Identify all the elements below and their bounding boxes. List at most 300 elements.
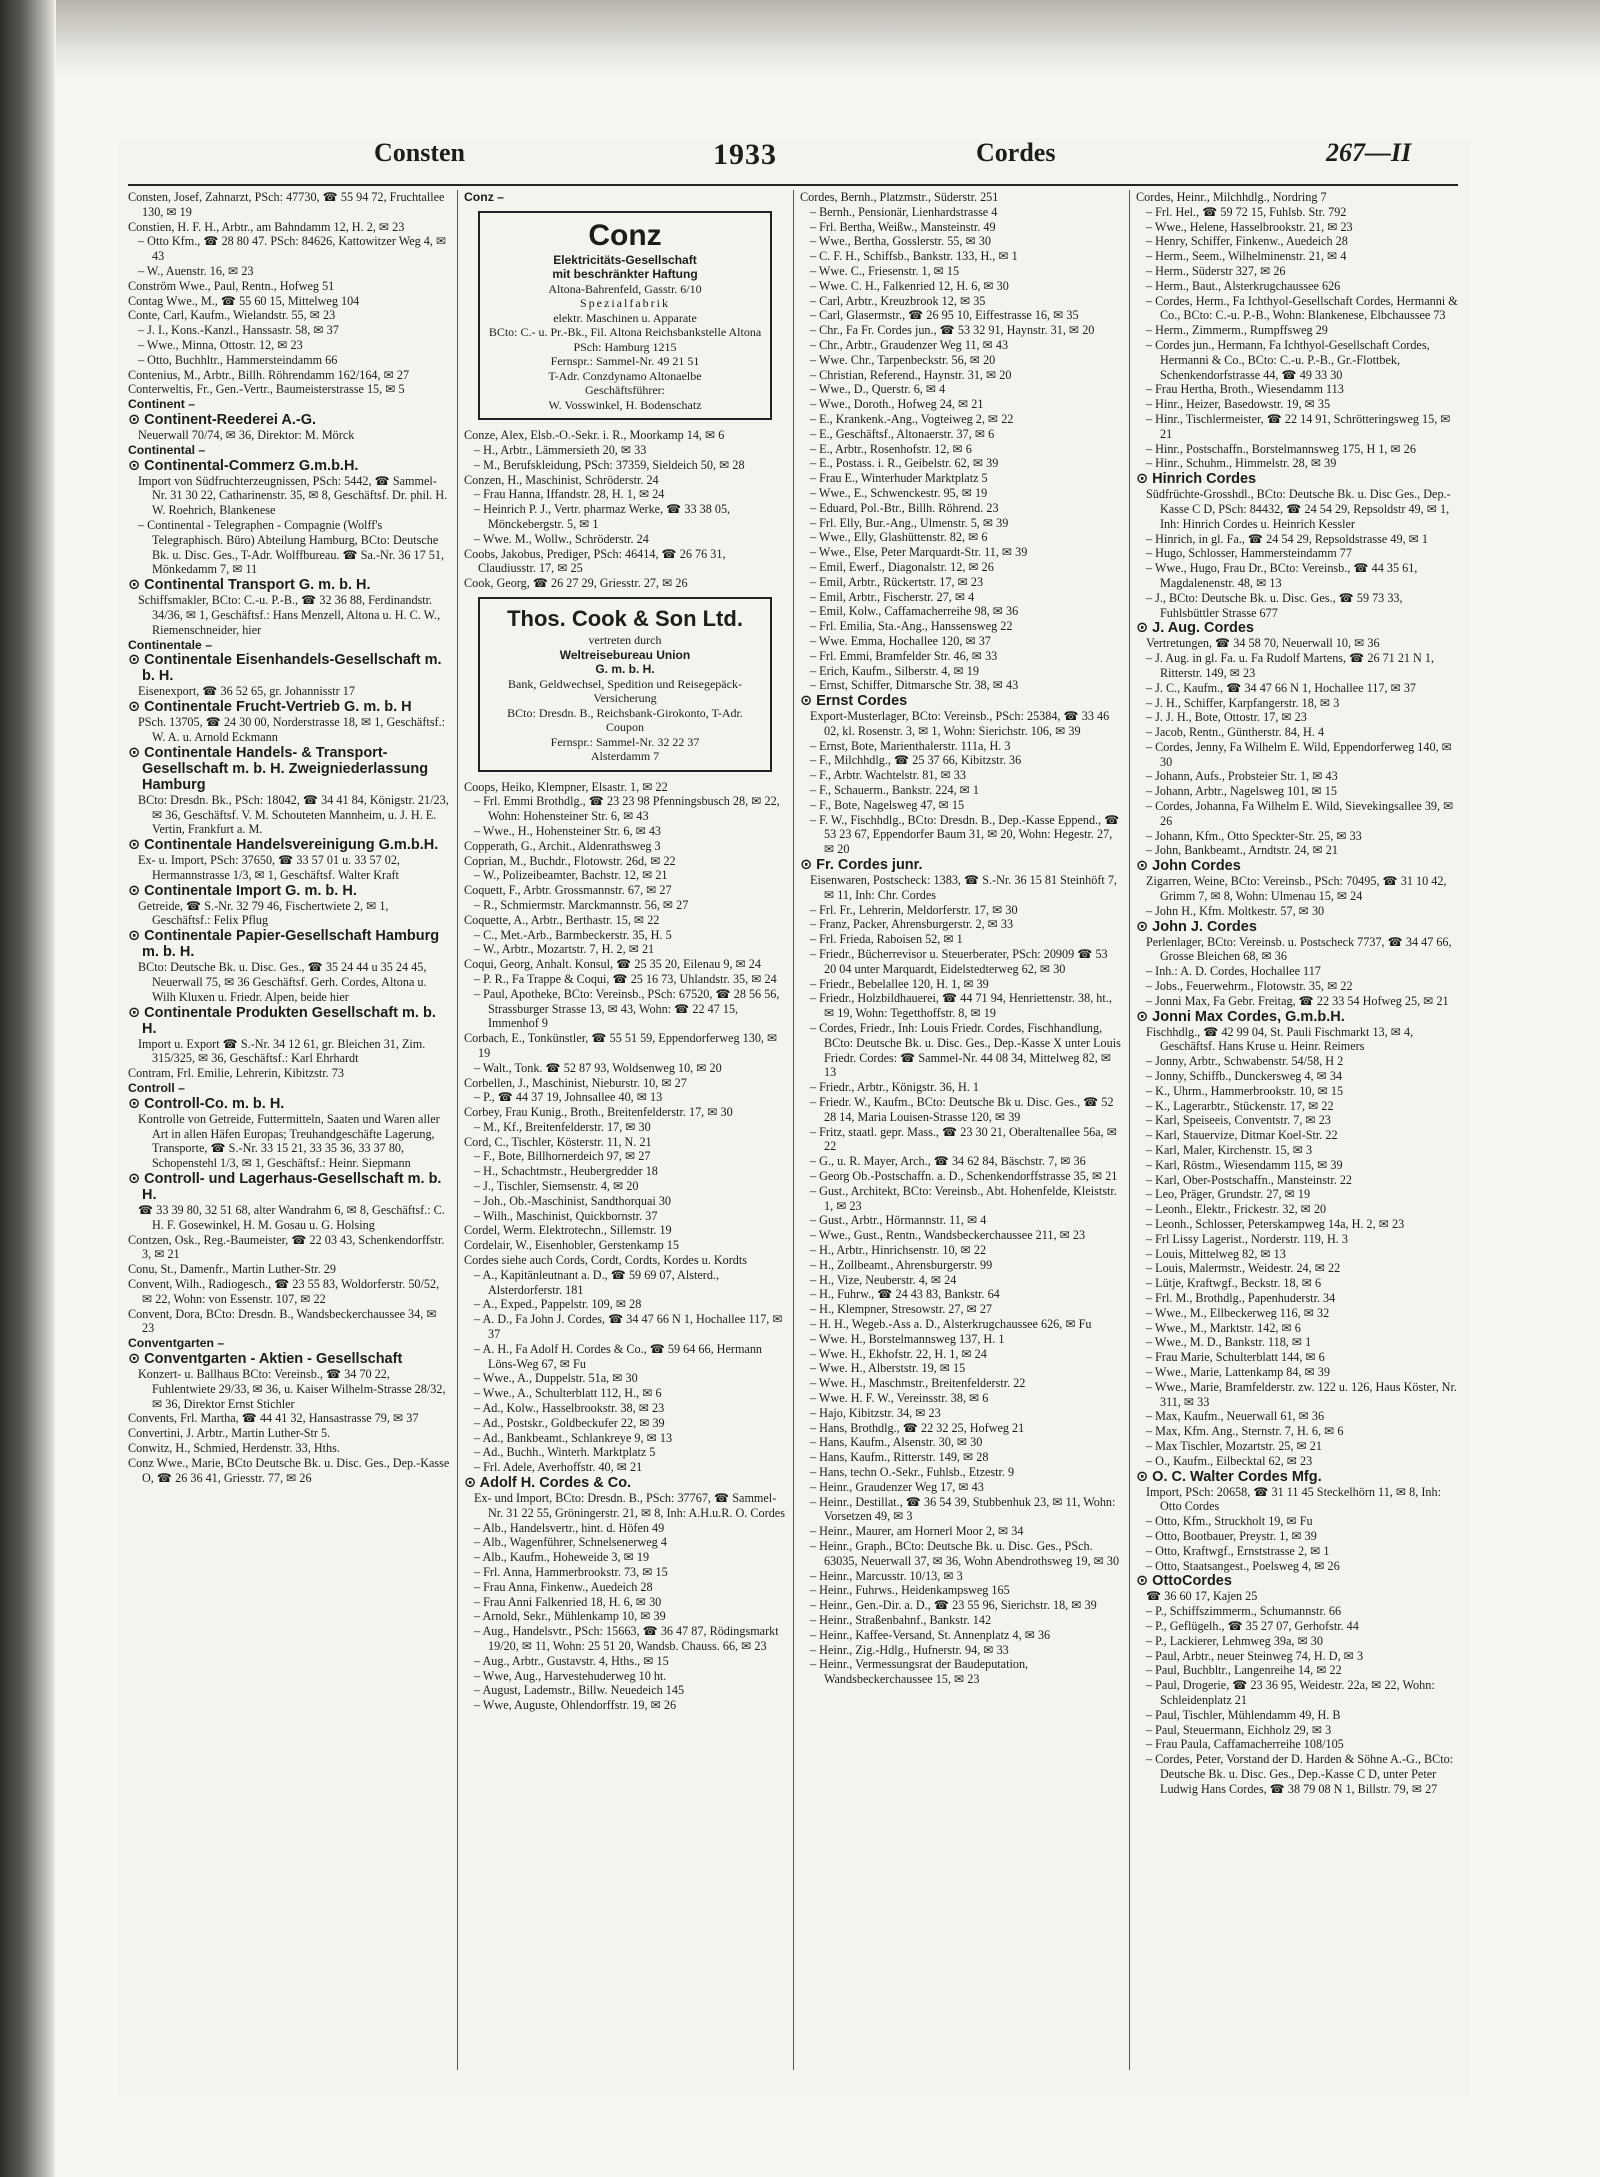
directory-entry: – Frl. Hel., ☎ 59 72 15, Fuhlsb. Str. 792 [1146, 204, 1347, 219]
directory-entry: – F., Arbtr. Wachtelstr. 81, ✉ 33 [810, 768, 966, 783]
firm-entry: ⊙ Continental Transport G. m. b. H. [128, 577, 371, 594]
directory-entry: – Hans, Brothdlg., ☎ 22 32 25, Hofweg 21 [810, 1420, 1025, 1435]
directory-entry: Convent, Wilh., Radiogesch., ☎ 23 55 83, Woldorferstr. 50/52, ✉ 22, Wohn: von Essenstr. 107, ✉ 22 [128, 1277, 440, 1306]
firm-entry: ⊙ OttoCordes [1136, 1573, 1232, 1590]
directory-entry: – Chr., Fa Fr. Cordes jun., ☎ 53 32 91, Haynstr. 31, ✉ 20 [810, 323, 1095, 338]
directory-entry: – Cordes, Johanna, Fa Wilhelm E. Wild, Sievekingsallee 39, ✉ 26 [1146, 799, 1454, 828]
directory-entry: – Wwe., Elly, Glashüttenstr. 82, ✉ 6 [810, 530, 988, 545]
directory-entry: Conwitz, H., Schmied, Herdenstr. 33, Hths. [128, 1441, 340, 1455]
directory-entry: – H., Fuhrw., ☎ 24 43 83, Bankstr. 64 [810, 1287, 1000, 1302]
ad-line: Weltreisebureau Union [559, 647, 691, 662]
directory-entry: – Cordes, Peter, Vorstand der D. Harden & Söhne A.-G., BCto: Deutsche Bk. u. Disc. Ges., Dep.-Kasse C D, unter Peter Ludwig Hans Cordes, ☎ 38 79 08 N 1, Billstr. 79, ✉ 27 [1146, 1752, 1454, 1796]
firm-entry: ⊙ Ernst Cordes [800, 693, 908, 710]
ad-line: Spezialfabrik [580, 296, 670, 311]
firm-entry: ⊙ Continent-Reederei A.-G. [128, 411, 317, 428]
directory-entry: – Frl Lissy Lagerist., Norderstr. 119, H. 3 [1146, 1231, 1348, 1246]
firm-entry: ⊙ Continentale Handelsvereinigung G.m.b.H. [128, 837, 439, 854]
directory-entry: – August, Lademstr., Billw. Neuedeich 145 [474, 1683, 685, 1698]
directory-entry: – H., Arbtr., Hinrichsenstr. 10, ✉ 22 [810, 1242, 987, 1257]
ad-title: Thos. Cook & Son Ltd. [507, 606, 743, 632]
directory-entry: – Wwe. H. F. W., Vereinsstr. 38, ✉ 6 [810, 1390, 989, 1405]
directory-entry: – Hinr., Heizer, Basedowstr. 19, ✉ 35 [1146, 397, 1331, 412]
directory-entry: – Hinr., Tischlermeister, ☎ 22 14 91, Schrötteringsweg 15, ✉ 21 [1146, 411, 1451, 441]
directory-entry: – Wwe., H., Hohensteiner Str. 6, ✉ 43 [474, 823, 662, 838]
ad-line: BCto: C.- u. Pr.-Bk., Fil. Altona Reichsbankstelle Altona [488, 325, 762, 340]
directory-entry: – Frl. Emilia, Sta.-Ang., Hanssensweg 22 [810, 619, 1013, 634]
directory-entry: – Karl, Stauervize, Ditmar Koel-Str. 22 [1146, 1128, 1338, 1143]
directory-entry: – Wilh., Maschinist, Quickbornstr. 37 [474, 1208, 658, 1223]
directory-entry: – Jonni Max, Fa Gebr. Freitag, ☎ 22 33 54 Hofweg 25, ✉ 21 [1146, 993, 1449, 1008]
directory-entry: – Emil, Arbtr., Rückertstr. 17, ✉ 23 [810, 574, 984, 589]
directory-entry: – Wwe., M. D., Bankstr. 118, ✉ 1 [1146, 1335, 1312, 1350]
directory-entry: – M., Kf., Breitenfelderstr. 17, ✉ 30 [474, 1119, 651, 1134]
directory-entry: Coobs, Jakobus, Prediger, PSch: 46414, ☎ 26 76 31, Claudiusstr. 17, ✉ 25 [464, 546, 726, 576]
directory-entry: – Paul, Buchbltr., Langenreihe 14, ✉ 22 [1146, 1663, 1342, 1678]
firm-entry: ⊙ Controll-Co. m. b. H. [128, 1095, 285, 1112]
directory-entry: Neuerwall 70/74, ✉ 36, Direktor: M. Mörck [138, 427, 355, 442]
directory-entry: – Wwe., Marie, Bramfelderstr. zw. 122 u. 126, Haus Köster, Nr. 311, ✉ 33 [1146, 1379, 1457, 1409]
advertisement-thos-cook [478, 597, 772, 772]
directory-entry: – Aug., Handelsvtr., PSch: 15663, ☎ 36 47 87, Rödingsmarkt 19/20, ✉ 11, Wohn: 25 51 20, Wandsb. Chauss. 66, ✉ 23 [474, 1624, 779, 1653]
directory-entry: – C. F. H., Schiffsb., Bankstr. 133, H., ✉ 1 [810, 249, 1018, 264]
directory-entry: – John H., Kfm. Moltkestr. 57, ✉ 30 [1146, 903, 1325, 918]
directory-entry: Schiffsmakler, BCto: C.-u. P.-B., ☎ 32 36 88, Ferdinandstr. 34/36, ✉ 1, Geschäftsf.: Hans Menzell, Altona u. H. C. W., Riemenschneider, hier [138, 593, 441, 637]
directory-entry: – Gust., Arbtr., Hörmannstr. 11, ✉ 4 [810, 1213, 987, 1228]
directory-entry: – Frl. Anna, Hammerbrookstr. 73, ✉ 15 [474, 1565, 668, 1579]
directory-entry: Corbach, E., Tonkünstler, ☎ 55 51 59, Eppendorferweg 130, ✉ 19 [464, 1031, 778, 1060]
header-year: 1933 [713, 138, 777, 171]
directory-entry: Ex- und Import, BCto: Dresdn. B., PSch: 37767, ☎ Sammel-Nr. 31 22 55, Gröningerstr. 21, ✉ 8, Inh: A.H.u.R. O. Cordes [474, 1491, 785, 1520]
directory-entry: – Erich, Kaufm., Silberstr. 4, ✉ 19 [810, 663, 979, 678]
firm-entry: ⊙ Jonni Max Cordes, G.m.b.H. [1136, 1008, 1345, 1025]
directory-entry: – Ad., Buchh., Winterh. Marktplatz 5 [474, 1445, 656, 1460]
firm-entry: ⊙ Continentale Handels- & Transport-Gesellschaft m. b. H. Zweigniederlassung Hamburg [128, 744, 429, 793]
directory-entry: – Wwe., Minna, Ottostr. 12, ✉ 23 [138, 337, 303, 352]
directory-entry: – Frau Anna, Finkenw., Auedeich 28 [474, 1579, 653, 1594]
directory-entry: – J. I., Kons.-Kanzl., Hanssastr. 58, ✉ 37 [138, 323, 339, 338]
directory-entry: Convertini, J. Arbtr., Martin Luther-Str 5. [128, 1426, 331, 1441]
directory-entry: – Carl, Glasermstr., ☎ 26 95 10, Eiffestrasse 16, ✉ 35 [810, 308, 1079, 323]
directory-entry: – Herm., Baut., Alsterkrugchaussee 626 [1146, 278, 1341, 293]
directory-entry: – P., ☎ 44 37 19, Johnsallee 40, ✉ 13 [474, 1090, 663, 1105]
directory-entry: – Wwe. Emma, Hochallee 120, ✉ 37 [810, 633, 991, 648]
directory-entry: – Eduard, Pol.-Btr., Billh. Röhrend. 23 [810, 500, 999, 515]
directory-entry: – Friedr., Arbtr., Königstr. 36, H. 1 [810, 1080, 979, 1095]
header-first-entry: Consten [374, 138, 466, 167]
column-3 [800, 190, 1122, 2090]
firm-entry: ⊙ Continental-Commerz G.m.b.H. [128, 457, 359, 474]
directory-entry: – Wwe. C., Friesenstr. 1, ✉ 15 [810, 263, 960, 278]
directory-entry: – Alb., Kaufm., Hoheweide 3, ✉ 19 [474, 1550, 650, 1565]
firm-entry: ⊙ Continentale Produkten Gesellschaft m. b. H. [128, 1004, 436, 1037]
directory-entry: – Wwe., A., Duppelstr. 51a, ✉ 30 [474, 1371, 638, 1386]
ad-line: BCto: Dresdn. B., Reichsbank-Girokonto, T-Adr. Coupon [507, 705, 743, 735]
directory-entry: – Frau Hanna, Iffandstr. 28, H. 1, ✉ 24 [474, 487, 665, 502]
directory-entry: Perlenlager, BCto: Vereinsb. u. Postscheck 7737, ☎ 34 47 66, Grosse Bleichen 68, ✉ 36 [1146, 934, 1452, 964]
directory-entry: Zigarren, Weine, BCto: Vereinsb., PSch: 70495, ☎ 31 10 42, Grimm 7, ✉ 8, Wohn: Ulmenau 15, ✉ 24 [1146, 874, 1447, 904]
directory-entry: – P., Lackierer, Lehmweg 39a, ✉ 30 [1146, 1633, 1323, 1648]
directory-entry: – Heinr., Destillat., ☎ 36 54 39, Stubbenhuk 23, ✉ 11, Wohn: Vorsetzen 49, ✉ 3 [810, 1494, 1116, 1524]
directory-entry: Fischhdlg., ☎ 42 99 04, St. Pauli Fischmarkt 13, ✉ 4, Geschäftsf. Hans Kruse u. Heinr. Reimers [1146, 1024, 1414, 1054]
ad-line: Geschäftsführer: [585, 383, 665, 398]
directory-entry: – H., Klempner, Stresowstr. 27, ✉ 27 [810, 1302, 993, 1317]
directory-entry: Constien, H. F. H., Arbtr., am Bahndamm 12, H. 2, ✉ 23 [128, 219, 405, 234]
directory-entry: – Fritz, staatl. gepr. Mass., ☎ 23 30 21, Oberaltenallee 56a, ✉ 22 [810, 1124, 1117, 1154]
directory-entry: – Wwe, Auguste, Ohlendorffstr. 19, ✉ 26 [474, 1698, 677, 1713]
directory-entry: – Aug., Arbtr., Gustavstr. 4, Hths., ✉ 15 [474, 1653, 669, 1668]
directory-entry: – Wwe., Hugo, Frau Dr., BCto: Vereinsb., ☎ 44 35 61, Magdalenenstr. 48, ✉ 13 [1146, 561, 1418, 590]
firm-entry: ⊙ John J. Cordes [1136, 918, 1257, 935]
ad-line: W. Vosswinkel, H. Bodenschatz [548, 397, 702, 412]
directory-entry: – K., Lagerarbtr., Stückenstr. 17, ✉ 22 [1146, 1098, 1334, 1113]
directory-entry: – Otto Kfm., ☎ 28 80 47. PSch: 84626, Kattowitzer Weg 4, ✉ 43 [138, 234, 447, 264]
directory-entry: – Jacob, Rentn., Güntherstr. 84, H. 4 [1146, 725, 1325, 740]
directory-entry: – J. H., Schiffer, Karpfangerstr. 18, ✉ 3 [1146, 695, 1340, 710]
directory-entry: – Karl, Ober-Postschaffn., Mansteinstr. 22 [1146, 1172, 1353, 1187]
ad-line: Fernspr.: Sammel-Nr. 49 21 51 [550, 354, 700, 369]
directory-entry: – F., Bote, Billhornerdeich 97, ✉ 27 [474, 1149, 651, 1164]
directory-entry: – Hinrich, in gl. Fa., ☎ 24 54 29, Repsoldstrasse 49, ✉ 1 [1146, 531, 1428, 546]
directory-entry: Cordel, Werm. Elektrotechn., Sillemstr. 19 [464, 1223, 672, 1238]
header-rule [128, 184, 1458, 186]
directory-entry: Export-Musterlager, BCto: Vereinsb., PSch: 25384, ☎ 33 46 02, kl. Rosenstr. 3, ✉ 1, Wohn: Sierichstr. 106, ✉ 39 [810, 709, 1110, 738]
directory-entry: Contenius, M., Arbtr., Billh. Röhrendamm 162/164, ✉ 27 [128, 367, 410, 382]
directory-entry: – Max, Kfm. Ang., Sternstr. 7, H. 6, ✉ 6 [1146, 1424, 1344, 1439]
directory-entry: – H., Zollbeamt., Ahrensburgerstr. 99 [810, 1257, 993, 1272]
firm-entry: ⊙ O. C. Walter Cordes Mfg. [1136, 1468, 1322, 1485]
directory-entry: – F. W., Fischhdlg., BCto: Dresdn. B., Dep.-Kasse Eppend., ☎ 53 23 67, Eppendorfer Baum 31, ✉ 20, Wohn: Hegestr. 27, ✉ 20 [810, 812, 1120, 857]
directory-entry: Conte, Carl, Kaufm., Wielandstr. 55, ✉ 23 [128, 308, 336, 323]
directory-entry: Import u. Export ☎ S.-Nr. 34 12 61, gr. Bleichen 31, Zim. 315/325, ✉ 36, Geschäftsf.: Karl Ehrhardt [138, 1036, 426, 1066]
directory-entry: – John, Bankbeamt., Arndtstr. 24, ✉ 21 [1146, 843, 1338, 858]
directory-entry: Convents, Frl. Martha, ☎ 44 41 32, Hansastrasse 79, ✉ 37 [128, 1411, 419, 1426]
directory-entry: Cook, Georg, ☎ 26 27 29, Griesstr. 27, ✉ 26 [464, 576, 688, 591]
directory-entry: – Frau E., Winterhuder Marktplatz 5 [810, 471, 988, 486]
directory-entry: – Wwe., D., Querstr. 6, ✉ 4 [810, 382, 946, 397]
directory-entry: – Paul, Steuermann, Eichholz 29, ✉ 3 [1146, 1722, 1332, 1737]
directory-entry: Coqui, Georg, Anhalt. Konsul, ☎ 25 35 20, Eilenau 9, ✉ 24 [464, 957, 761, 972]
section-heading: Conz – [464, 190, 504, 204]
directory-entry: Conze, Alex, Elsb.-O.-Sekr. i. R., Moorkamp 14, ✉ 6 [464, 428, 725, 443]
directory-entry: – Karl, Maler, Kirchenstr. 15, ✉ 3 [1146, 1143, 1313, 1158]
directory-entry: – Franz, Packer, Ahrensburgerstr. 2, ✉ 33 [810, 917, 1014, 932]
firm-entry: ⊙ Conventgarten - Aktien - Gesellschaft [128, 1351, 403, 1368]
directory-entry: – Chr., Arbtr., Graudenzer Weg 11, ✉ 43 [810, 337, 1009, 352]
ad-line: G. m. b. H. [595, 662, 655, 677]
directory-entry: ☎ 33 39 80, 32 51 68, alter Wandrahm 6, ✉ 8, Geschäftsf.: C. H. F. Gosewinkel, H. M. Gosau u. G. Holsing [138, 1203, 445, 1232]
directory-entry: – O., Kaufm., Eilbecktal 62, ✉ 23 [1146, 1453, 1313, 1468]
directory-entry: – Friedr., Bücherrevisor u. Steuerberater, PSch: 20909 ☎ 53 20 04 unter Marquardt, Eidelstedterweg 62, ✉ 30 [810, 947, 1108, 976]
directory-entry: – Emil, Arbtr., Fischerstr. 27, ✉ 4 [810, 589, 975, 604]
directory-entry: – Frl. Frieda, Raboisen 52, ✉ 1 [810, 932, 963, 947]
firm-entry: ⊙ Adolf H. Cordes & Co. [464, 1475, 632, 1492]
directory-entry: – Herm., Zimmerm., Rumpffsweg 29 [1146, 323, 1328, 338]
directory-entry: PSch. 13705, ☎ 24 30 00, Norderstrasse 18, ✉ 1, Geschäftsf.: W. A. u. Arnold Eckmann [138, 715, 446, 744]
directory-entry: – Heinr., Marcusstr. 10/13, ✉ 3 [810, 1568, 963, 1583]
header-page-number: 267—II [1326, 138, 1412, 167]
directory-entry: – Wwe. H., Alberststr. 19, ✉ 15 [810, 1361, 966, 1376]
directory-entry: – Wwe. Chr., Tarpenbeckstr. 56, ✉ 20 [810, 352, 996, 367]
directory-entry: – Lütje, Kraftwgf., Beckstr. 18, ✉ 6 [1146, 1276, 1322, 1291]
column-2 [464, 190, 786, 2090]
directory-entry: – R., Schmiermstr. Marckmannstr. 56, ✉ 27 [474, 897, 689, 912]
directory-entry: – Hans, Kaufm., Ritterstr. 149, ✉ 28 [810, 1450, 989, 1465]
directory-entry: – Wwe., Else, Peter Marquardt-Str. 11, ✉ 39 [810, 545, 1028, 560]
directory-entry: – F., Schauerm., Bankstr. 224, ✉ 1 [810, 783, 980, 798]
scan-edge-left [0, 0, 56, 2177]
directory-entry: – Johann, Arbtr., Nagelsweg 101, ✉ 15 [1146, 784, 1337, 799]
directory-entry: – Frau Marie, Schulterblatt 144, ✉ 6 [1146, 1350, 1325, 1365]
directory-entry: Conterweltis, Fr., Gen.-Vertr., Baumeisterstrasse 15, ✉ 5 [128, 382, 405, 397]
ad-line: T-Adr. Conzdynamo Altonaelbe [548, 368, 702, 383]
directory-entry: – P., Schiffszimmerm., Schumannstr. 66 [1146, 1604, 1342, 1619]
directory-entry: Convent, Dora, BCto: Dresdn. B., Wandsbeckerchaussee 34, ✉ 23 [128, 1306, 437, 1336]
firm-entry: ⊙ Controll- und Lagerhaus-Gesellschaft m. b. H. [128, 1171, 442, 1204]
directory-entry: – Otto, Bootbauer, Preystr. 1, ✉ 39 [1146, 1528, 1317, 1543]
directory-entry: – Heinr., Zig.-Hdlg., Hufnerstr. 94, ✉ 33 [810, 1642, 1009, 1657]
directory-entry: Coquette, A., Arbtr., Berthastr. 15, ✉ 22 [464, 912, 660, 927]
directory-entry: – Wwe., Gust., Rentn., Wandsbeckerchaussee 211, ✉ 23 [810, 1228, 1086, 1243]
section-heading: Continent – [128, 397, 196, 412]
directory-entry: – Frau Paula, Caffamacherreihe 108/105 [1146, 1737, 1344, 1752]
directory-entry: – J., Tischler, Siemsenstr. 4, ✉ 20 [474, 1179, 639, 1194]
directory-entry: – A. D., Fa John J. Cordes, ☎ 34 47 66 N 1, Hochallee 117, ✉ 37 [474, 1312, 783, 1342]
directory-entry: – J. J. H., Bote, Ottostr. 17, ✉ 23 [1146, 710, 1307, 725]
directory-entry: – Heinrich P. J., Vertr. pharmaz Werke, ☎ 33 38 05, Mönckebergstr. 5, ✉ 1 [474, 502, 731, 532]
directory-entry: – E., Arbtr., Rosenhofstr. 12, ✉ 6 [810, 441, 972, 456]
directory-entry: BCto: Dresdn. Bk., PSch: 18042, ☎ 34 41 84, Königstr. 21/23, ✉ 36, Geschäftsf. V. M. Schouteten Mannheim, u. J. H. E. Vertin, Frankfurt a. M. [138, 792, 449, 837]
directory-entry: – Wwe. H., Ekhofstr. 22, H. 1, ✉ 24 [810, 1346, 987, 1361]
directory-entry: – Ernst, Bote, Marienthalerstr. 111a, H. 3 [810, 738, 1011, 753]
ad-line: elektr. Maschinen u. Apparate [553, 310, 697, 325]
directory-entry: – Cordes, Herm., Fa Ichthyol-Gesellschaft Cordes, Hermanni & Co., BCto: C.-u. P.-B., Wohn: Blankenese, Elbchaussee 73 [1146, 293, 1458, 323]
directory-entry: – Hajo, Kibitzstr. 34, ✉ 23 [810, 1405, 941, 1420]
directory-entry: Eisenwaren, Postscheck: 1383, ☎ S.-Nr. 36 15 81 Steinhöft 7, ✉ 11, Inh: Chr. Cordes [810, 873, 1117, 902]
directory-entry: ☎ 36 60 17, Kajen 25 [1146, 1589, 1258, 1604]
directory-entry: – P., Geflügelh., ☎ 35 27 07, Gerhofstr. 44 [1146, 1618, 1359, 1633]
directory-entry: – Inh.: A. D. Cordes, Hochallee 117 [1146, 964, 1321, 979]
firm-entry: ⊙ Continentale Frucht-Vertrieb G. m. b. H [128, 699, 412, 716]
directory-entry: – Frau Anni Falkenried 18, H. 6, ✉ 30 [474, 1594, 662, 1609]
directory-entry: – Friedr. W., Kaufm., BCto: Deutsche Bk u. Disc. Ges., ☎ 52 28 14, Maria Louisen-Strasse 120, ✉ 39 [810, 1095, 1114, 1124]
directory-entry: – Wwe. C. H., Falkenried 12, H. 6, ✉ 30 [810, 278, 1009, 293]
section-heading: Controll – [128, 1081, 185, 1096]
directory-entry: – W., Auenstr. 16, ✉ 23 [138, 263, 254, 278]
directory-entry: – Leonh., Elektr., Frickestr. 32, ✉ 20 [1146, 1202, 1327, 1217]
column-divider [1129, 190, 1130, 2070]
directory-entry: – Heinr., Fuhrws., Heidenkampsweg 165 [810, 1583, 1010, 1598]
directory-entry: – Cordes, Jenny, Fa Wilhelm E. Wild, Eppendorferweg 140, ✉ 30 [1146, 739, 1452, 769]
directory-entry: – E., Krankenk.-Ang., Vogteiweg 2, ✉ 22 [810, 411, 1014, 426]
scan-edge-top [56, 0, 1600, 80]
directory-entry: – Emil, Kolw., Caffamacherreihe 98, ✉ 36 [810, 604, 1019, 619]
directory-entry: – Ad., Kolw., Hasselbrookstr. 38, ✉ 23 [474, 1401, 665, 1416]
column-divider [793, 190, 794, 2070]
directory-entry: – Otto, Buchhltr., Hammersteindamm 66 [138, 352, 338, 367]
directory-entry: – Hugo, Schlosser, Hammersteindamm 77 [1146, 546, 1352, 561]
directory-entry: – Max, Kaufm., Neuerwall 61, ✉ 36 [1146, 1409, 1325, 1424]
directory-entry: – P. R., Fa Trappe & Coqui, ☎ 25 16 73, Uhlandstr. 35, ✉ 24 [474, 971, 777, 986]
directory-entry: Cord, C., Tischler, Kösterstr. 11, N. 21 [464, 1134, 652, 1149]
directory-entry: Import, PSch: 20658, ☎ 31 11 45 Steckelhörn 11, ✉ 8, Inh: Otto Cordes [1146, 1484, 1441, 1514]
directory-entry: – Ernst, Schiffer, Ditmarsche Str. 38, ✉ 43 [810, 678, 1019, 693]
directory-entry: – F., Milchhdlg., ☎ 25 37 66, Kibitzstr. 36 [810, 753, 1022, 768]
firm-entry: ⊙ Continentale Import G. m. b. H. [128, 882, 357, 899]
ad-title: Conz [588, 218, 662, 252]
firm-entry: ⊙ Continentale Papier-Gesellschaft Hamburg m. b. H. [128, 928, 440, 961]
directory-entry: – Heinr., Graudenzer Weg 17, ✉ 43 [810, 1479, 984, 1494]
directory-entry: – E., Geschäftsf., Altonaerstr. 37, ✉ 6 [810, 426, 995, 441]
directory-entry: – Louis, Malermstr., Weidestr. 24, ✉ 22 [1146, 1261, 1341, 1276]
directory-entry: Cordes, Heinr., Milchhdlg., Nordring 7 [1136, 190, 1327, 204]
directory-entry: – Wwe., A., Schulterblatt 112, H., ✉ 6 [474, 1386, 662, 1401]
directory-entry: Copperath, G., Archit., Aldenrathsweg 3 [464, 838, 661, 853]
directory-entry: – W., Polizeibeamter, Bachstr. 12, ✉ 21 [474, 868, 668, 883]
directory-entry: – E., Postass. i. R., Geibelstr. 62, ✉ 39 [810, 456, 999, 471]
directory-entry: – M., Berufskleidung, PSch: 37359, Sieldeich 50, ✉ 28 [474, 457, 745, 472]
directory-entry: Conz Wwe., Marie, BCto Deutsche Bk. u. Disc. Ges., Dep.-Kasse O, ☎ 26 36 41, Griesstr. 77, ✉ 26 [128, 1455, 450, 1485]
directory-entry: Eisenexport, ☎ 36 52 65, gr. Johannisstr 17 [138, 684, 355, 699]
directory-entry: – K., Uhrm., Hammerbrookstr. 10, ✉ 15 [1146, 1083, 1344, 1098]
directory-entry: – Johann, Kfm., Otto Speckter-Str. 25, ✉ 33 [1146, 828, 1362, 843]
directory-entry: Contzen, Osk., Reg.-Baumeister, ☎ 22 03 43, Schenkendorffstr. 3, ✉ 21 [128, 1232, 445, 1262]
directory-entry: – Hans, techn O.-Sekr., Fuhlsb., Etzestr. 9 [810, 1464, 1015, 1479]
directory-entry: – Herm., Süderstr 327, ✉ 26 [1146, 263, 1286, 278]
directory-entry: – Louis, Mittelweg 82, ✉ 13 [1146, 1246, 1286, 1261]
directory-entry: – Gust., Architekt, BCto: Vereinsb., Abt. Hohenfelde, Kleiststr. 1, ✉ 23 [810, 1183, 1117, 1213]
advertisement-conz [478, 211, 772, 421]
directory-entry: Conzen, H., Maschinist, Schröderstr. 24 [464, 472, 659, 487]
directory-entry: – Paul, Apotheke, BCto: Vereinsb., PSch: 67520, ☎ 28 56 56, Strassburger Strasse 13, ✉ 43, Wohn: ☎ 22 47 15, Immenhof 9 [474, 986, 780, 1031]
directory-entry: – Otto, Kraftwgf., Ernststrasse 2, ✉ 1 [1146, 1543, 1330, 1558]
directory-entry: – Frl. M., Brothdlg., Papenhuderstr. 34 [1146, 1290, 1336, 1305]
directory-entry: – Heinr., Kaffee-Versand, St. Annenplatz 4, ✉ 36 [810, 1627, 1051, 1642]
firm-entry: ⊙ John Cordes [1136, 858, 1241, 875]
directory-entry: – Paul, Drogerie, ☎ 23 36 95, Weidestr. 22a, ✉ 22, Wohn: Schleidenplatz 21 [1146, 1678, 1435, 1707]
directory-entry: – A. H., Fa Adolf H. Cordes & Co., ☎ 59 64 66, Hermann Löns-Weg 67, ✉ Fu [474, 1341, 763, 1371]
directory-entry: – Wwe. H., Maschmstr., Breitenfelderstr. 22 [810, 1376, 1026, 1391]
directory-entry: – Wwe., E., Schwenckestr. 95, ✉ 19 [810, 485, 988, 500]
directory-entry: Contag Wwe., M., ☎ 55 60 15, Mittelweg 104 [128, 293, 360, 308]
directory-entry: – Jonny, Arbtr., Schwabenstr. 54/58, H 2 [1146, 1054, 1344, 1069]
ad-line: Elektricitäts-Gesellschaft [553, 252, 697, 267]
directory-entry: – Joh., Ob.-Maschinist, Sandthorquai 30 [474, 1193, 672, 1208]
directory-entry: – Wwe, Aug., Harvestehuderweg 10 ht. [474, 1668, 667, 1683]
directory-entry: Konzert- u. Ballhaus BCto: Vereinsb., ☎ 34 70 22, Fuhlentwiete 29/33, ✉ 36, u. Kaiser Wilhelm-Strasse 28/32, ✉ 36, Direktor Ernst Stichler [138, 1367, 446, 1411]
directory-entry: – Leo, Präger, Grundstr. 27, ✉ 19 [1146, 1187, 1311, 1202]
directory-entry: – Cordes jun., Hermann, Fa Ichthyol-Gesellschaft Cordes, Hermanni & Co., BCto: C.-u. P.-B., Gr.-Flottbek, Schenkendorfstrasse 44, ☎ 49 33 30 [1146, 337, 1430, 382]
directory-entry: – Alb., Wagenführer, Schnelsenerweg 4 [474, 1535, 667, 1550]
directory-entry: Vertretungen, ☎ 34 58 70, Neuerwall 10, ✉ 36 [1146, 636, 1380, 651]
ad-line: Fernspr.: Sammel-Nr. 32 22 37 [550, 734, 700, 749]
directory-entry: – Heinr., Maurer, am Hornerl Moor 2, ✉ 34 [810, 1524, 1024, 1539]
directory-entry: – Ad., Bankbeamt., Schlankreye 9, ✉ 13 [474, 1430, 673, 1445]
directory-entry: – Alb., Handelsvertr., hint. d. Höfen 49 [474, 1520, 665, 1535]
directory-entry: – Frl. Bertha, Weißw., Mansteinstr. 49 [810, 219, 996, 234]
directory-entry: – Frl. Emmi Brothdlg., ☎ 23 23 98 Pfenningsbusch 28, ✉ 22, Wohn: Hohensteiner Str. 6, ✉ 43 [474, 794, 780, 824]
firm-entry: ⊙ Continentale Eisenhandels-Gesellschaft m. b. H. [128, 652, 442, 685]
directory-entry: – Max Tischler, Mozartstr. 25, ✉ 21 [1146, 1438, 1322, 1453]
directory-entry: – Frau Hertha, Broth., Wiesendamm 113 [1146, 382, 1344, 397]
directory-entry: – Cordes, Friedr., Inh: Louis Friedr. Cordes, Fischhandlung, BCto: Deutsche Bk. u. Disc. Ges., Dep.-Kasse X unter Louis Friedr. Cordes: ☎ Sammel-Nr. 44 08 34, Mittelweg 82, ✉ 13 [810, 1021, 1121, 1080]
directory-entry: – H., Schachtmstr., Heubergredder 18 [474, 1164, 658, 1179]
section-heading: Continental – [128, 442, 206, 457]
column-4 [1136, 190, 1458, 2090]
page-header [118, 138, 1470, 174]
directory-entry: – Karl, Röstm., Wiesendamm 115, ✉ 39 [1146, 1157, 1343, 1172]
directory-entry: – A., Exped., Pappelstr. 109, ✉ 28 [474, 1297, 642, 1312]
directory-entry: – H., Arbtr., Lämmersieth 20, ✉ 33 [474, 443, 647, 458]
directory-entry: – Heinr., Graph., BCto: Deutsche Bk. u. Disc. Ges., PSch. 63035, Neuerwall 37, ✉ 36, Wohn Abendrothsweg 19, ✉ 30 [810, 1538, 1120, 1568]
directory-entry: – W., Arbtr., Mozartstr. 7, H. 2, ✉ 21 [474, 942, 655, 957]
ad-line: Bank, Geldwechsel, Spedition und Reisegepäck-Versicherung [508, 676, 742, 706]
directory-entry: – A., Kapitänleutnant a. D., ☎ 59 69 07, Alsterd., Alsterdorferstr. 181 [474, 1267, 720, 1297]
directory-entry: – Jonny, Schiffb., Dunckersweg 4, ✉ 34 [1146, 1069, 1343, 1084]
directory-entry: – Emil, Ewerf., Diagonalstr. 12, ✉ 26 [810, 559, 994, 574]
ad-line: Altona-Bahrenfeld, Gasstr. 6/10 [548, 281, 702, 296]
directory-entry: – G., u. R. Mayer, Arch., ☎ 34 62 84, Bäschstr. 7, ✉ 36 [810, 1154, 1086, 1169]
directory-entry: – Wwe., Doroth., Hofweg 24, ✉ 21 [810, 397, 984, 412]
directory-entry: – F., Bote, Nagelsweg 47, ✉ 15 [810, 797, 965, 812]
directory-entry: – Paul, Arbtr., neuer Steinweg 74, H. D, ✉ 3 [1146, 1648, 1364, 1663]
header-last-entry: Cordes [976, 138, 1056, 167]
directory-entry: – Hinr., Schuhm., Himmelstr. 28, ✉ 39 [1146, 456, 1337, 471]
directory-entry: – Wwe., M., Ellbeckerweg 116, ✉ 32 [1146, 1305, 1330, 1320]
directory-entry: – Wwe. H., Borstelmannsweg 137, H. 1 [810, 1331, 1005, 1346]
directory-entry: BCto: Deutsche Bk. u. Disc. Ges., ☎ 35 24 44 u 35 24 45, Neuerwall 75, ✉ 36 Geschäftsf. Gerh. Cordes, Altona u. Wilh Kluxen u. Friedr. Alpen, beide hier [138, 960, 427, 1004]
directory-entry: Coops, Heiko, Klempner, Elsastr. 1, ✉ 22 [464, 779, 668, 794]
directory-entry: Cordelair, W., Eisenhobler, Gerstenkamp 15 [464, 1238, 679, 1253]
directory-entry: – Herm., Seem., Wilhelminenstr. 21, ✉ 4 [1146, 249, 1347, 264]
directory-entry: – Continental - Telegraphen - Compagnie (Wolff's Telegraphisch. Büro) Abteilung Hamburg, BCto: Deutsche Bk. u. Disc. Ges., T-Adr. Wolffbureau. ☎ Sa.-Nr. 36 17 51, Mönkedamm 7, ✉ 11 [138, 517, 445, 577]
ad-line: PSch: Hamburg 1215 [573, 339, 677, 354]
section-heading: Conventgarten – [128, 1336, 225, 1351]
directory-entry: – Otto, Kfm., Struckholt 19, ✉ Fu [1146, 1514, 1313, 1529]
directory-entry: – Johann, Aufs., Probsteier Str. 1, ✉ 43 [1146, 769, 1338, 784]
directory-entry: Corbellen, J., Maschinist, Nieburstr. 10, ✉ 27 [464, 1075, 687, 1090]
directory-entry: – Frl. Fr., Lehrerin, Meldorferstr. 17, ✉ 30 [810, 902, 1018, 917]
directory-entry: Contram, Frl. Emilie, Lehrerin, Kibitzstr. 73 [128, 1066, 344, 1081]
firm-entry: ⊙ Fr. Cordes junr. [800, 857, 923, 874]
column-1 [128, 190, 450, 2090]
directory-entry: – Karl, Speiseeis, Conventstr. 7, ✉ 23 [1146, 1113, 1331, 1128]
ad-line: mit beschränkter Haftung [552, 267, 698, 282]
directory-entry: – Friedr., Bebelallee 120, H. 1, ✉ 39 [810, 976, 989, 991]
directory-entry: – Bernh., Pensionär, Lienhardstrasse 4 [810, 204, 998, 219]
directory-entry: Conström Wwe., Paul, Rentn., Hofweg 51 [128, 278, 335, 293]
firm-entry: ⊙ Hinrich Cordes [1136, 471, 1257, 488]
directory-entry: – Carl, Arbtr., Kreuzbrook 12, ✉ 35 [810, 293, 986, 308]
directory-entry: – J., BCto: Deutsche Bk. u. Disc. Ges., ☎ 59 73 33, Fuhlsbüttler Strasse 677 [1146, 590, 1403, 620]
directory-entry: – C., Met.-Arb., Barmbeckerstr. 35, H. 5 [474, 927, 672, 942]
column-divider [457, 190, 458, 2070]
directory-entry: – Frl. Elly, Bur.-Ang., Ulmenstr. 5, ✉ 39 [810, 515, 1009, 530]
directory-entry: Import von Südfruchterzeugnissen, PSch: 5442, ☎ Sammel-Nr. 31 30 22, Catharinenstr. 35, ✉ 8, Geschäftsf. Dr. phil. H. W. Roehrich, Blankenese [138, 473, 448, 518]
directory-entry: – Walt., Tonk. ☎ 52 87 93, Woldsenweg 10, ✉ 20 [474, 1060, 722, 1075]
directory-entry: – Wwe., Helene, Hasselbrookstr. 21, ✉ 23 [1146, 219, 1353, 234]
directory-entry: Conu, St., Damenfr., Martin Luther-Str. 29 [128, 1262, 336, 1277]
directory-entry: Getreide, ☎ S.-Nr. 32 79 46, Fischertwiete 2, ✉ 1, Geschäftsf.: Felix Pflug [138, 898, 389, 928]
directory-entry: Cordes, Bernh., Platzmstr., Süderstr. 251 [800, 190, 999, 204]
directory-entry: – Hinr., Postschaffn., Borstelmannsweg 175, H 1, ✉ 26 [1146, 441, 1416, 456]
firm-entry: ⊙ J. Aug. Cordes [1136, 620, 1254, 637]
directory-entry: – Heinr., Gen.-Dir. a. D., ☎ 23 55 96, Sierichstr. 18, ✉ 39 [810, 1598, 1097, 1613]
section-heading: Continentale – [128, 637, 212, 652]
directory-entry: – J. C., Kaufm., ☎ 34 47 66 N 1, Hochallee 117, ✉ 37 [1146, 680, 1417, 695]
directory-entry: Consten, Josef, Zahnarzt, PSch: 47730, ☎ 55 94 72, Fruchtallee 130, ✉ 19 [128, 190, 445, 219]
directory-entry: Cordes siehe auch Cords, Cordt, Cordts, Kordes u. Kordts [464, 1253, 747, 1268]
directory-entry: – Georg Ob.-Postschaffn. a. D., Schenkendorffstrasse 35, ✉ 21 [810, 1169, 1118, 1183]
